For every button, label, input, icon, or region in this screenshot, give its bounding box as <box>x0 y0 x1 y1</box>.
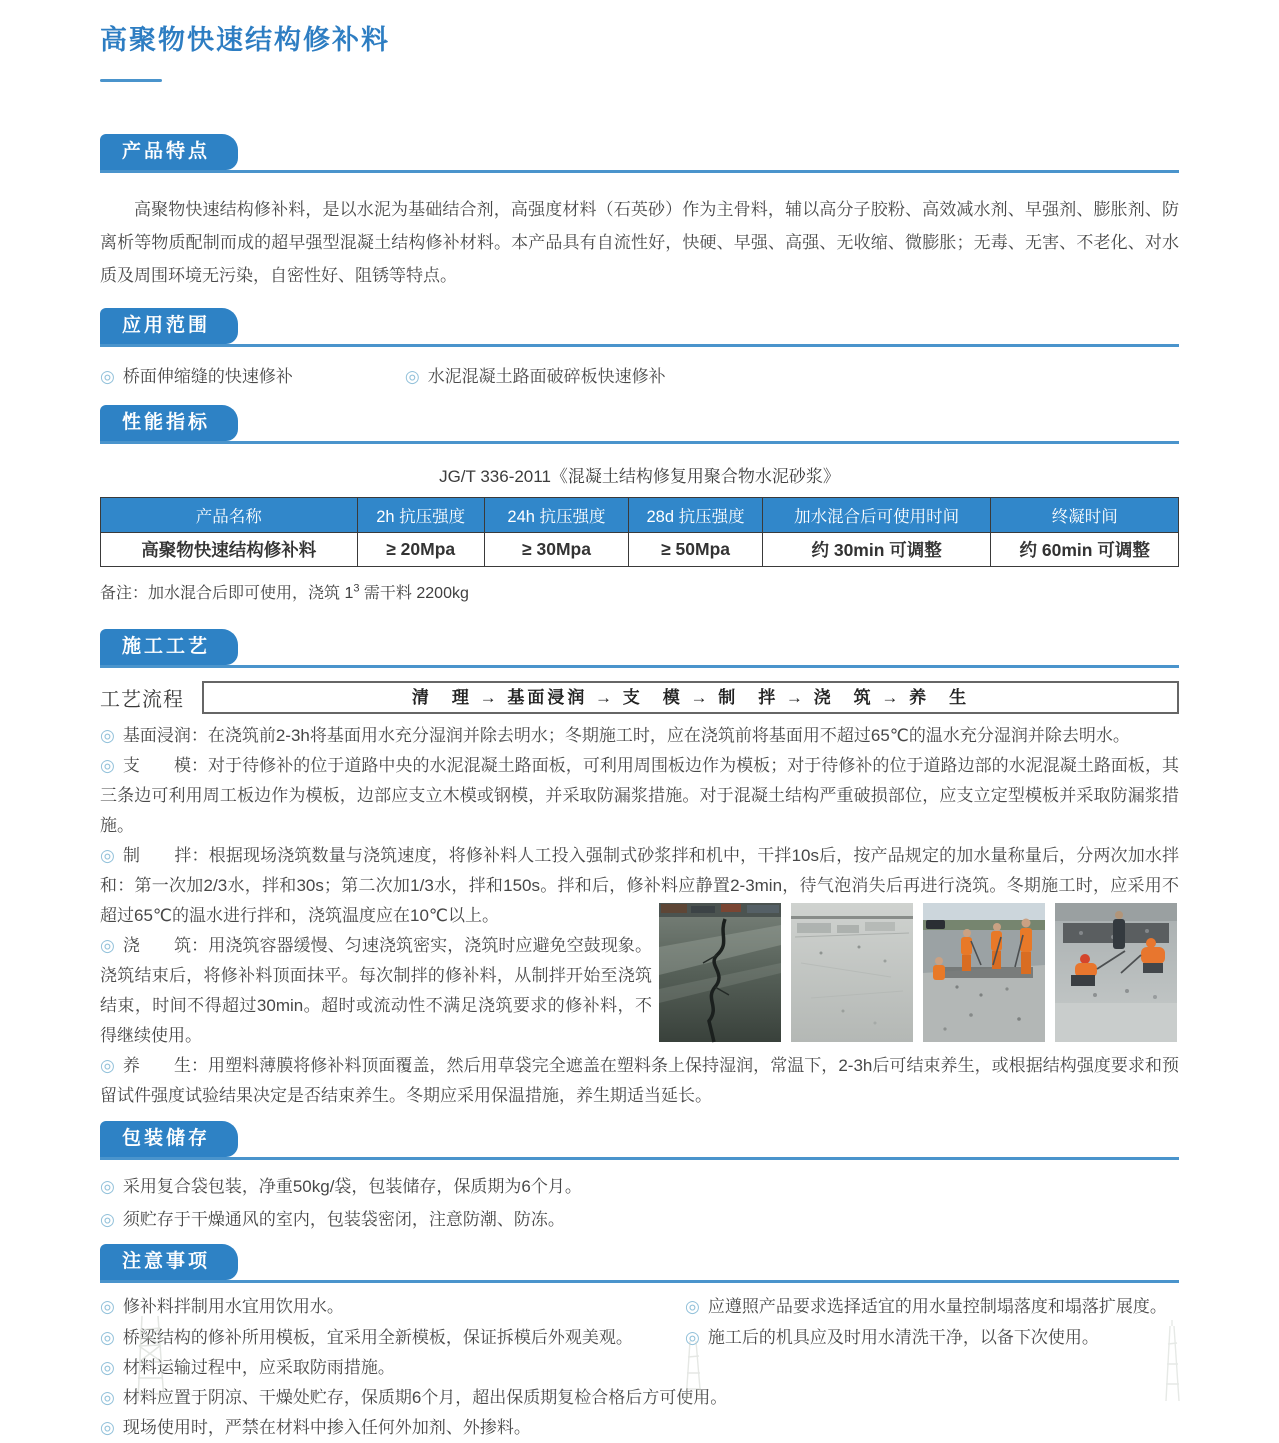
construction-steps <box>100 721 1179 1111</box>
note-item-text: 桥梁结构的修补所用模板，宜采用全新模板，保证拆模后外观美观。 <box>122 1328 633 1347</box>
bullet-ring-icon: ◎ <box>100 1418 115 1437</box>
section-tab-performance: 性能指标 <box>100 405 238 441</box>
section-notes <box>100 1242 1179 1443</box>
note-item-text: 应遵照产品要求选择适宜的用水量控制塌落度和塌落扩展度。 <box>707 1297 1167 1316</box>
note-item <box>100 1413 1179 1443</box>
section-header-notes <box>100 1242 1179 1283</box>
watermark-tower-icon <box>112 1316 202 1401</box>
bullet-ring-icon: ◎ <box>100 1297 115 1316</box>
section-construction <box>100 627 1179 1111</box>
note-item-text: 材料运输过程中，应采取防雨措施。 <box>122 1358 395 1377</box>
table-note-text: 备注：加水混合后即可使用，浇筑 1 <box>100 585 354 602</box>
page-title: 高聚物快速结构修补料 <box>100 25 390 55</box>
bullet-ring-icon: ◎ <box>685 1328 700 1347</box>
section-application <box>100 306 1179 387</box>
bullet-ring-icon: ◎ <box>100 756 115 775</box>
table-cell: ≥ 20Mpa <box>357 533 484 567</box>
table-cell: 约 60min 可调整 <box>991 533 1179 567</box>
section-header-performance <box>100 403 1179 444</box>
bullet-ring-icon: ◎ <box>100 846 115 865</box>
performance-table <box>100 497 1179 567</box>
bullet-ring-icon: ◎ <box>685 1297 700 1316</box>
process-flow-row <box>100 681 1179 714</box>
section-tab-construction: 施工工艺 <box>100 629 238 665</box>
construction-photos <box>659 903 1177 1042</box>
note-item <box>685 1322 1179 1353</box>
section-tab-notes: 注意事项 <box>100 1244 238 1280</box>
bullet-ring-icon: ◎ <box>404 367 420 386</box>
note-item <box>100 1383 1179 1413</box>
table-note <box>100 580 1179 603</box>
construction-step-text: 制 拌：根据现场浇筑数量与浇筑速度，将修补料人工投入强制式砂浆拌和机中，干拌10s后，按产品规定的加水量称量后，分两次加水拌和：第一次加2/3水，拌和30s；第二次加1/3水，拌和150s。拌和后，修补料应静置2-3min，待气泡消失后再进行浇筑。冬期施工时，应采用不超过65℃的温水进行拌和，浇筑温度应在10℃以上。 <box>100 846 1179 925</box>
cracked-pavement-photo <box>659 903 781 1042</box>
section-tab-features: 产品特点 <box>100 134 238 170</box>
note-item-text: 施工后的机具应及时用水清洗干净，以备下次使用。 <box>707 1328 1099 1347</box>
col-header: 终凝时间 <box>991 498 1179 533</box>
note-item-text: 现场使用时，严禁在材料中掺入任何外加剂、外掺料。 <box>122 1418 531 1437</box>
section-performance <box>100 403 1179 603</box>
col-header: 产品名称 <box>101 498 358 533</box>
application-item-text: 水泥混凝土路面破碎板快速修补 <box>427 367 666 386</box>
application-item-text: 桥面伸缩缝的快速修补 <box>122 367 293 386</box>
pavement-patching-crew-photo <box>1055 903 1177 1042</box>
bullet-ring-icon: ◎ <box>100 936 115 955</box>
packaging-item <box>100 1170 1179 1203</box>
section-packaging <box>100 1119 1179 1236</box>
note-item-text: 修补料拌制用水宜用饮用水。 <box>122 1297 344 1316</box>
watermark-tower-icon <box>1146 1326 1196 1401</box>
section-tab-packaging: 包装储存 <box>100 1121 238 1157</box>
bullet-ring-icon: ◎ <box>100 1388 115 1407</box>
application-item <box>405 362 666 387</box>
construction-step <box>100 1051 1179 1111</box>
note-item <box>100 1353 1179 1383</box>
col-header: 2h 抗压强度 <box>357 498 484 533</box>
col-header: 加水混合后可使用时间 <box>762 498 991 533</box>
construction-step-text: 支 模：对于待修补的位于道路中央的水泥混凝土路面板，可利用周围板边作为模板；对于待修补的位于道路边部的水泥混凝土路面板，其三条边可利用周工板边作为模板，边部应支立木模或钢模，并采取防漏浆措施。对于混凝土结构严重破损部位，应支立定型模板并采取防漏浆措施。 <box>100 756 1179 835</box>
notes-grid <box>100 1291 1179 1353</box>
bullet-ring-icon: ◎ <box>100 1056 115 1075</box>
bullet-ring-icon: ◎ <box>100 1210 115 1229</box>
construction-step <box>100 721 1179 751</box>
section-header-packaging <box>100 1119 1179 1160</box>
table-cell: 约 30min 可调整 <box>762 533 991 567</box>
watermark-tower-icon <box>662 1341 722 1401</box>
packaging-item-text: 须贮存于干燥通风的室内，包装袋密闭，注意防潮、防冻。 <box>122 1210 565 1229</box>
packaging-item <box>100 1203 1179 1236</box>
construction-step-text: 基面浸润：在浇筑前2-3h将基面用水充分湿润并除去明水；冬期施工时，应在浇筑前将基面用不超过65℃的温水充分湿润并除去明水。 <box>122 726 1130 745</box>
table-note-text: 需干料 2200kg <box>359 585 469 602</box>
process-flow-label: 工艺流程 <box>100 689 184 711</box>
bullet-ring-icon: ◎ <box>100 367 115 386</box>
section-header-features <box>100 132 1179 173</box>
section-header-construction <box>100 627 1179 668</box>
note-item-text: 材料应置于阴凉、干燥处贮存，保质期6个月，超出保质期复检合格后方可使用。 <box>122 1388 728 1407</box>
bullet-ring-icon: ◎ <box>100 1177 115 1196</box>
packaging-item-text: 采用复合袋包装，净重50kg/袋，包装储存，保质期为6个月。 <box>122 1177 582 1196</box>
standard-caption: JG/T 336-2011《混凝土结构修复用聚合物水泥砂浆》 <box>439 467 840 486</box>
construction-step <box>100 931 652 1051</box>
table-cell: ≥ 50Mpa <box>629 533 763 567</box>
table-cell: ≥ 30Mpa <box>484 533 628 567</box>
construction-step-text: 浇 筑：用浇筑容器缓慢、匀速浇筑密实，浇筑时应避免空鼓现象。浇筑结束后，将修补料顶面抹平。每次制拌的修补料，从制拌开始至浇筑结束，时间不得超过30min。超时或流动性不满足浇筑要求的修补料，不得继续使用。 <box>100 936 652 1045</box>
table-note-superscript: 3 <box>353 582 360 595</box>
road-repair-crew-photo <box>923 903 1045 1042</box>
col-header: 24h 抗压强度 <box>484 498 628 533</box>
bullet-ring-icon: ◎ <box>100 726 115 745</box>
construction-step-text: 养 生：用塑料薄膜将修补料顶面覆盖，然后用草袋完全遮盖在塑料条上保持湿润，常温下，2-3h后可结束养生，或根据结构强度要求和预留试件强度试验结果决定是否结束养生。冬期应采用保温措施，养生期适当延长。 <box>100 1056 1179 1105</box>
repaired-concrete-surface-photo <box>791 903 913 1042</box>
features-paragraph: 高聚物快速结构修补料，是以水泥为基础结合剂，高强度材料（石英砂）作为主骨料，辅以高分子胶粉、高效减水剂、早强剂、膨胀剂、防离析等物质配制而成的超早强型混凝土结构修补材料。本产品具有自流性好，快硬、早强、高强、无收缩、微膨胀；无毒、无害、不老化、对水质及周围环境无污染，自密性好、阻锈等特点。 <box>100 200 1179 285</box>
construction-step <box>100 751 1179 841</box>
col-header: 28d 抗压强度 <box>629 498 763 533</box>
application-item <box>100 362 293 387</box>
section-features <box>100 132 1179 292</box>
section-tab-application: 应用范围 <box>100 308 238 344</box>
title-underline <box>100 79 162 82</box>
note-item <box>685 1291 1179 1322</box>
process-flow-box: 清 理 → 基面浸润 → 支 模 → 制 拌 → 浇 筑 → 养 生 <box>202 681 1179 714</box>
table-row <box>101 533 1179 567</box>
bullet-ring-icon: ◎ <box>100 1328 115 1347</box>
packaging-items <box>100 1170 1179 1236</box>
table-cell: 高聚物快速结构修补料 <box>101 533 358 567</box>
bullet-ring-icon: ◎ <box>100 1358 115 1377</box>
table-header-row <box>101 498 1179 533</box>
application-items <box>100 362 1179 387</box>
section-header-application <box>100 306 1179 347</box>
